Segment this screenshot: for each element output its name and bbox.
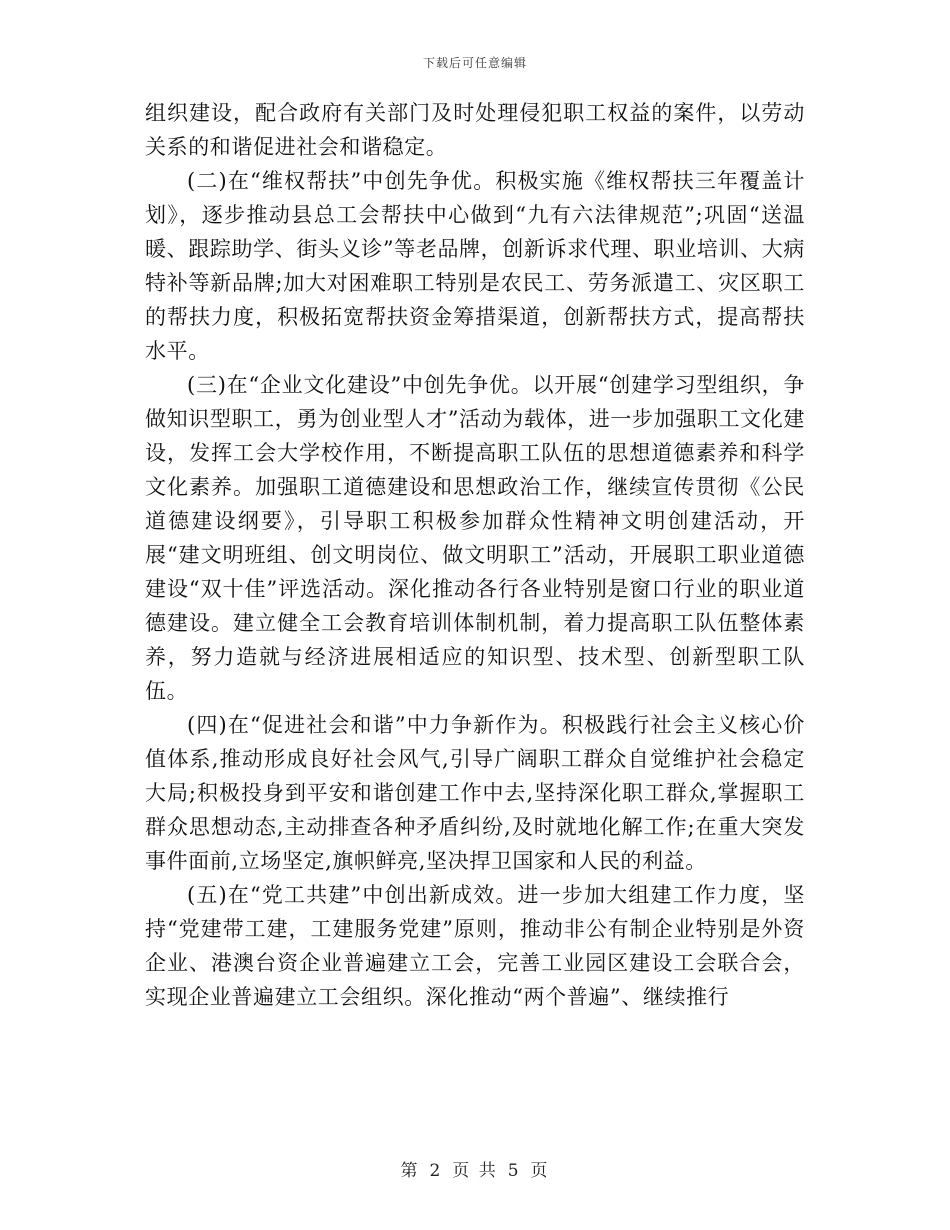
footer-suffix: 页 — [530, 1161, 550, 1181]
page-header-note: 下载后可任意编辑 — [422, 56, 527, 70]
paragraph-continuation: 组织建设，配合政府有关部门及时处理侵犯职工权益的案件，以劳动关系的和谐促进社会和谐稳定。 — [145, 101, 805, 159]
footer-middle: 页 共 — [452, 1161, 498, 1181]
paragraph-section-2: (二)在“维权帮扶”中创先争优。积极实施《维权帮扶三年覆盖计划》，逐步推动县总工会帮扶中心做到“九有六法律规范”;巩固“送温暖、跟踪助学、街头义诊”等老品牌，创新诉求代理、职业培训、大病特补等新品牌;加大对困难职工特别是农民工、劳务派遣工、灾区职工的帮扶力度，积极拓宽帮扶资金筹措渠道，创新帮扶方式，提高帮扶水平。 — [145, 169, 805, 363]
footer-prefix: 第 — [400, 1161, 420, 1181]
document-body — [145, 96, 805, 1014]
footer-current-page: 2 — [429, 1161, 443, 1181]
paragraph-section-3: (三)在“企业文化建设”中创先争优。以开展“创建学习型组织，争做知识型职工，勇为创业型人才”活动为载体，进一步加强职工文化建设，发挥工会大学校作用，不断提高职工队伍的思想道德素养和科学文化素养。加强职工道德建设和思想政治工作，继续宣传贯彻《公民道德建设纲要》，引导职工积极参加群众性精神文明创建活动，开展“建文明班组、创文明岗位、做文明职工”活动，开展职工职业道德建设“双十佳”评选活动。深化推动各行各业特别是窗口行业的职业道德建设。建立健全工会教育培训体制机制，着力提高职工队伍整体素养，努力造就与经济进展相适应的知识型、技术型、创新型职工队伍。 — [145, 373, 805, 703]
paragraph-section-4: (四)在“促进社会和谐”中力争新作为。积极践行社会主义核心价值体系,推动形成良好社会风气,引导广阔职工群众自觉维护社会稳定大局;积极投身到平安和谐创建工作中去,坚持深化职工群众,掌握职工群众思想动态,主动排查各种矛盾纠纷,及时就地化解工作;在重大突发事件面前,立场坚定,旗帜鲜亮,坚决捍卫国家和人民的利益。 — [145, 713, 805, 873]
page-number-footer — [0, 1156, 950, 1181]
paragraph-section-5: (五)在“党工共建”中创出新成效。进一步加大组建工作力度，坚持“党建带工建，工建服务党建”原则，推动非公有制企业特别是外资企业、港澳台资企业普遍建立工会，完善工业园区建设工会联合会，实现企业普遍建立工会组织。深化推动“两个普遍”、继续推行 — [145, 883, 805, 1009]
footer-total-pages: 5 — [507, 1161, 521, 1181]
